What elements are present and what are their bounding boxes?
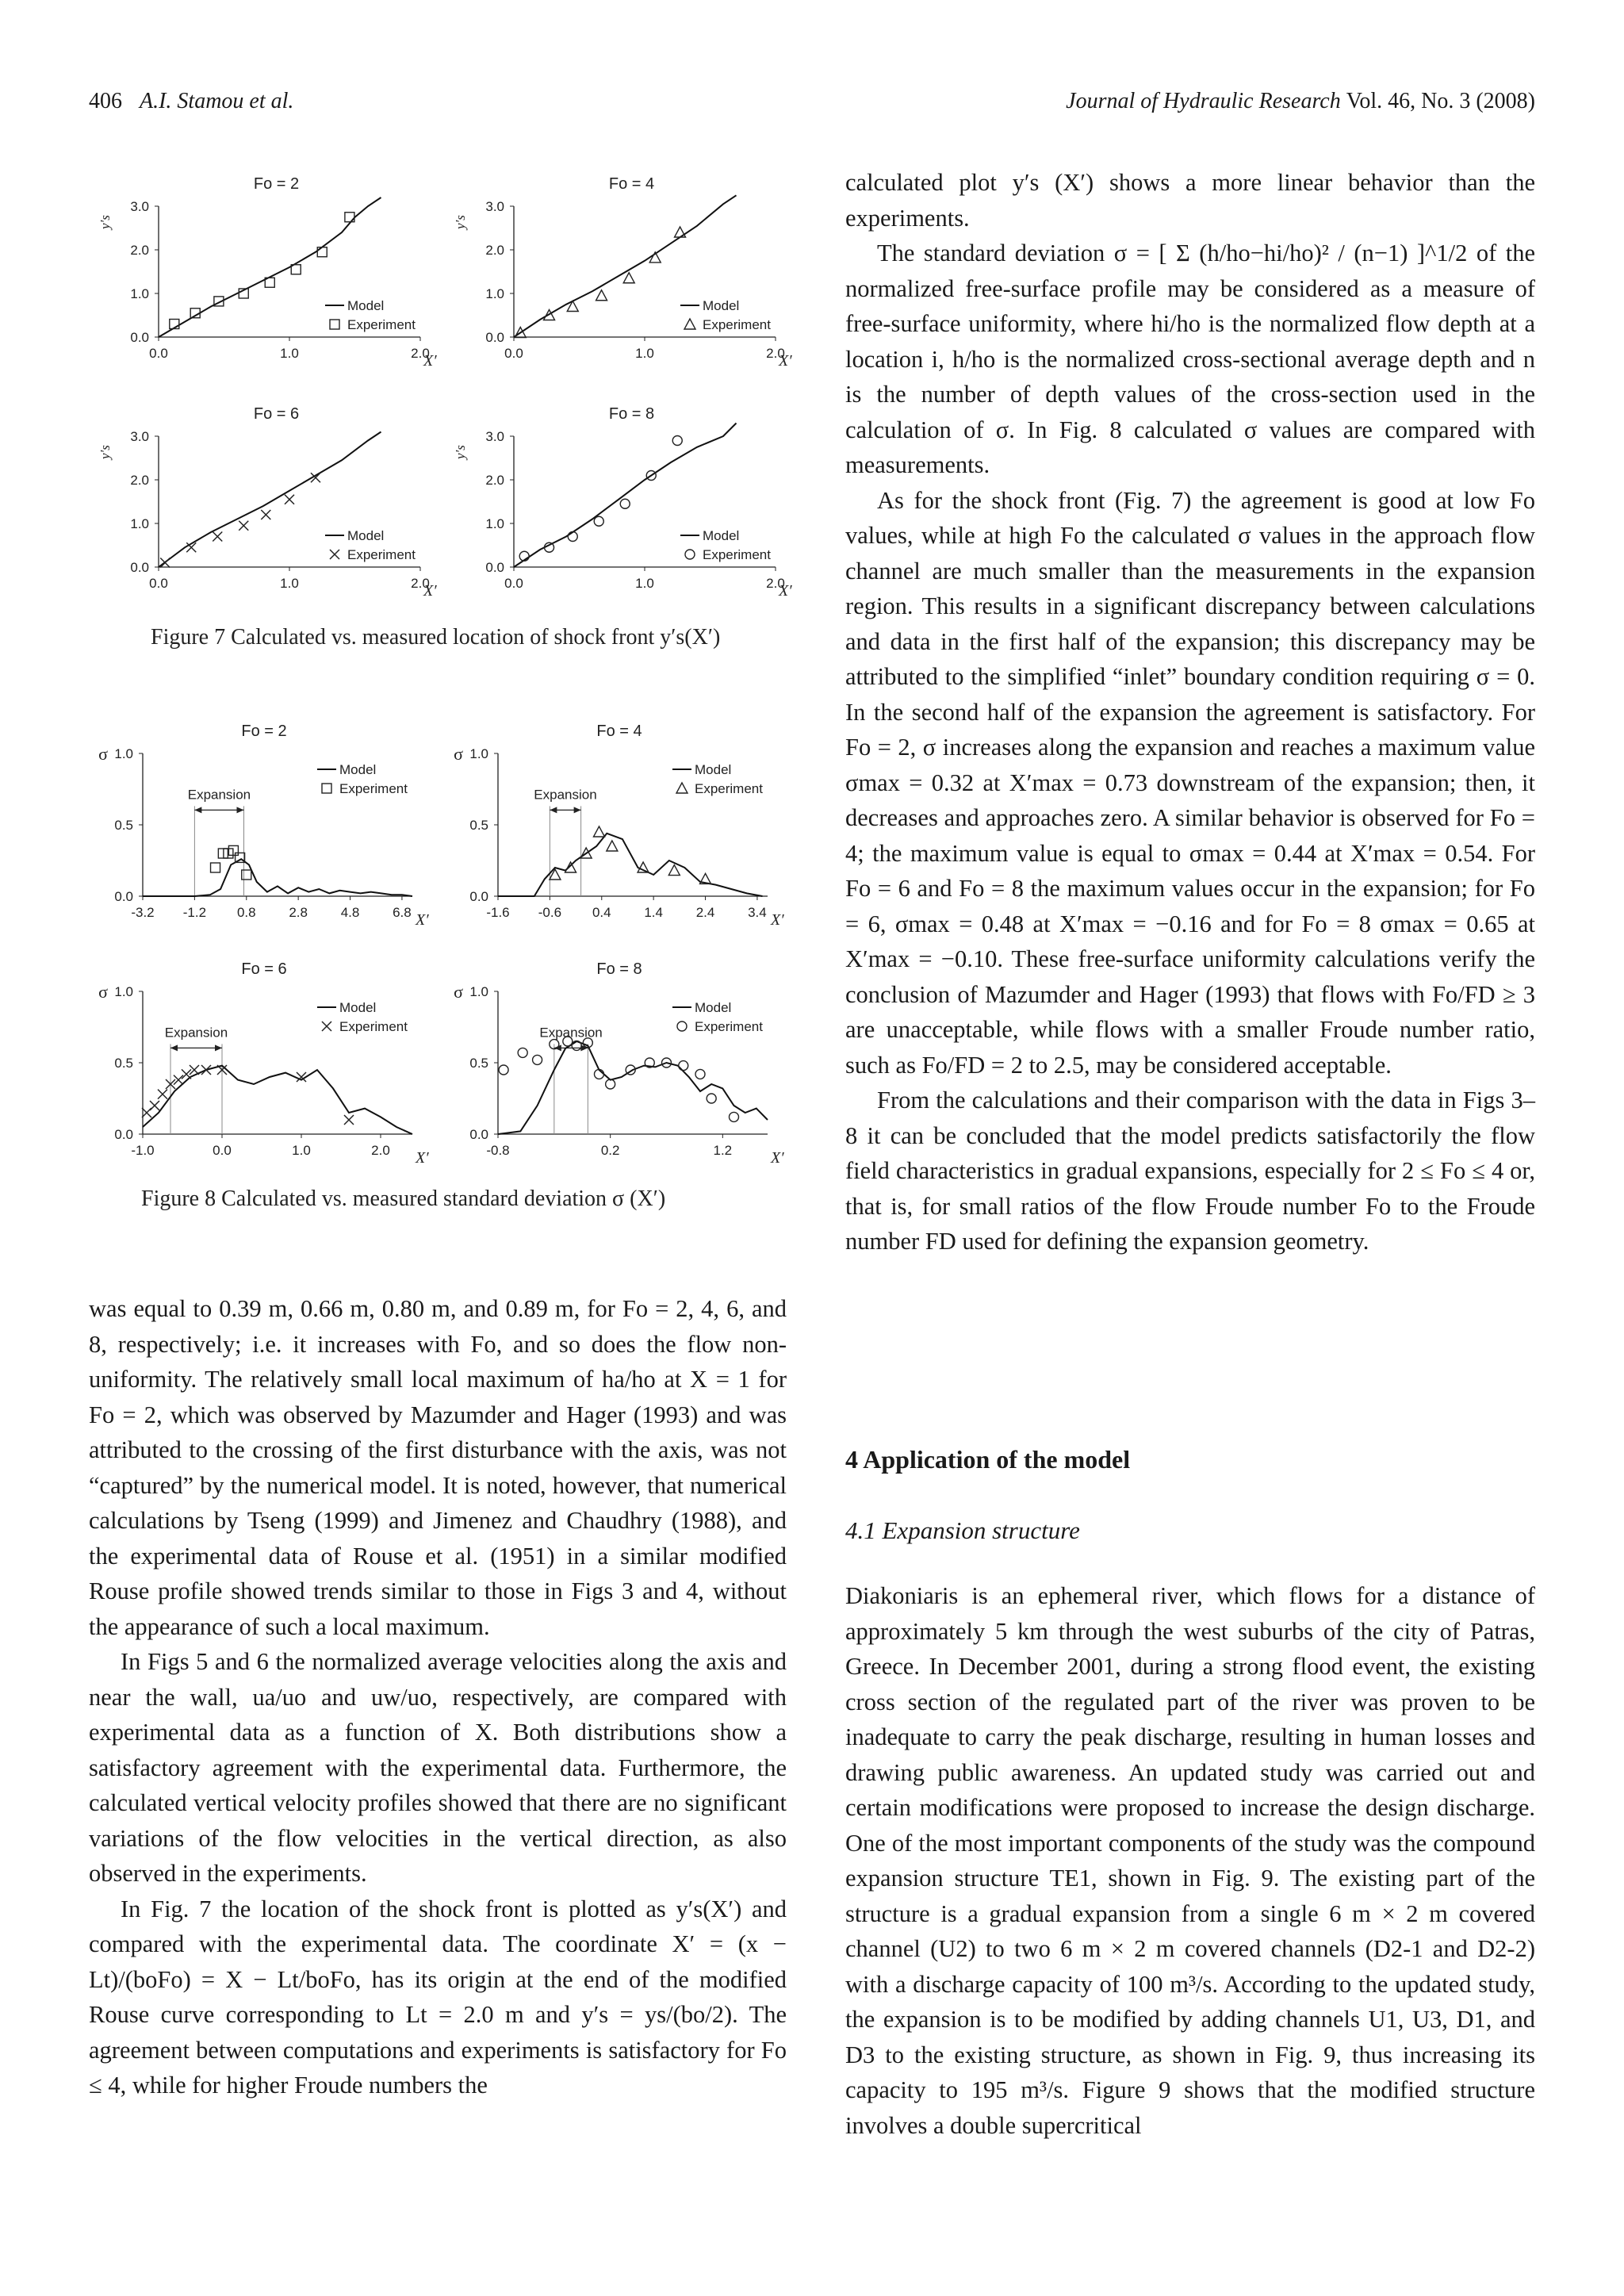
y-tick-label: 3.0 [485,429,504,444]
expansion-arrowhead-right [574,807,581,813]
right-paragraph-1: calculated plot y′s (X′) shows a more linear behavior than the experiments. [845,169,1535,232]
model-line [498,834,763,896]
y-tick-label: 0.0 [114,889,133,904]
experiment-point [668,865,680,876]
subsection-title: 4.1 Expansion structure [845,1516,1080,1544]
x-tick-label: -0.6 [538,905,562,920]
y-axis-label: σ [98,982,108,1002]
y-axis-label: y′s [453,215,468,229]
legend-experiment-label: Experiment [695,1019,763,1034]
model-line [159,197,381,337]
y-axis-label: σ [454,982,463,1002]
legend-model-label: Model [703,298,740,313]
expansion-label: Expansion [164,1025,228,1041]
right-paragraph-3: As for the shock front (Fig. 7) the agreement is good at low Fo values, while at high Fo the calculated σ values in the approach flow channel are much smaller than the measurements in the expansion region. This results in a significant discrepancy between calculations and data in the first half of the expansion; this discrepancy may be attributed to the simplified “inlet” boundary condition requiring σ = 0. In the second half of the expansion the agreement is satisfactory. For Fo = 2, σ increases along the expansion and reaches a maximum value σmax = 0.32 at X′max = 0.73 downstream of the expansion; then, it decreases and approaches zero. A similar behavior is observed for Fo = 4; the maximum value is equal to σmax = 0.44 at X′max = 0.54. For Fo = 6 and Fo = 8 the maximum values occur in the expansion; for Fo = 6, σmax = 0.48 at X′max = −0.16 and for Fo = 8 σmax = 0.65 at X′max = −0.10. These free-surface uniformity calculations verify the conclusion of Mazumder and Hager (1993) that flows with Fo/FD ≥ 3 are unacceptable, while flows with a smaller Froude number ratio, such as Fo/FD = 2 to 2.5, may be considered acceptable. [845,486,1535,1079]
y-tick-label: 1.0 [114,984,133,999]
x-axis-label: X′ [416,1149,429,1167]
experiment-point [672,436,682,446]
y-axis-label: σ [98,744,108,764]
fig7-panel-2 [453,175,792,370]
x-tick-label: 1.0 [635,576,654,591]
experiment-point [675,227,686,237]
x-tick-label: 0.0 [504,576,523,591]
panel-title: Fo = 6 [241,960,287,978]
x-axis-label: X′ [771,1149,784,1167]
experiment-point [679,1061,688,1071]
legend-experiment-label: Experiment [339,1019,408,1034]
experiment-point [594,516,603,526]
legend-model-label: Model [347,298,385,313]
experiment-point [285,495,294,504]
legend-experiment-swatch [330,320,339,329]
fig7-panel-1 [98,175,437,370]
panel-title: Fo = 4 [608,175,655,193]
x-tick-label: 2.0 [766,576,785,591]
panel-title: Fo = 2 [241,723,287,740]
figures-7-8 [79,151,793,1245]
experiment-point [160,558,170,568]
panel-title: Fo = 8 [608,405,655,423]
model-line [143,859,412,896]
experiment-point [242,870,251,880]
legend-experiment-swatch [677,1022,687,1031]
experiment-point [596,290,607,301]
x-axis-label: X′ [771,911,784,929]
fig7-panel-3 [98,405,437,600]
y-tick-label: 1.0 [130,286,149,301]
y-tick-label: 0.5 [469,1056,488,1071]
experiment-point [568,532,577,542]
legend-experiment-swatch [676,783,688,793]
y-tick-label: 0.5 [469,818,488,833]
figures-svg [79,151,793,1245]
y-tick-label: 1.0 [485,286,504,301]
left-paragraph-2: In Figs 5 and 6 the normalized average velocities along the axis and near the wall, ua/uo and uw/uo, respectively, are compared with experimental data as a function of X. Both distributions show a satisfactory agreement with the experimental data. Furthermore, the calculated vertical velocity profiles showed that there are no significant variations of the flow velocities in the vertical direction, as also observed in the experiments. [89,1648,787,1887]
x-tick-label: 0.4 [592,905,611,920]
experiment-point [565,862,576,872]
right-column [845,165,1535,1259]
y-axis-label: y′s [98,215,113,229]
x-tick-label: 0.0 [149,346,168,361]
x-tick-label: 1.0 [280,346,299,361]
y-axis-label: σ [454,744,463,764]
experiment-point [730,1112,739,1121]
y-tick-label: 0.5 [114,1056,133,1071]
panel-title: Fo = 2 [253,175,300,193]
y-axis-label: y′s [98,445,113,459]
journal-volume: Vol. 46, No. 3 (2008) [1346,89,1535,113]
x-tick-label: 1.0 [280,576,299,591]
legend-model-label: Model [339,1000,377,1015]
x-tick-label: 0.0 [149,576,168,591]
experiment-point [261,510,270,519]
legend-model-label: Model [695,1000,732,1015]
x-axis-label: X′ [423,582,437,600]
panel-title: Fo = 6 [253,405,300,423]
y-tick-label: 1.0 [469,746,488,761]
y-tick-label: 0.0 [469,1127,488,1142]
expansion-arrowhead-right [237,807,244,813]
x-tick-label: 4.8 [340,905,360,920]
experiment-point [158,1090,167,1099]
y-tick-label: 2.0 [485,473,504,488]
experiment-point [533,1055,542,1064]
left-paragraph-3: In Fig. 7 the location of the shock front is plotted as y′s(X′) and compared with the experimental data. The coordinate X′ = (x − Lt)/(boFo) = X − Lt/boFo, has its origin at the end of the modified Rouse curve corresponding to Lt = 2.0 m and y′s = ys/(bo/2). The agreement between computations and experiments is satisfactory for Fo ≤ 4, while for higher Froude numbers the [89,1895,787,2099]
expansion-arrowhead-right [215,1045,222,1051]
right-paragraph-4: From the calculations and their comparison with the data in Figs 3–8 it can be concluded that the model predicts satisfactorily the flow field characteristics in gradual expansions, especially for 2 ≤ Fo ≤ 4 or, that is, for small ratios of the flow Froude number Fo to the Froude number FD used for defining the expansion geometry. [845,1087,1535,1255]
experiment-point [518,1048,527,1057]
expansion-arrowhead-left [170,1045,178,1051]
expansion-arrowhead-left [550,807,557,813]
figure7-caption: Figure 7 Calculated vs. measured location of shock front y′s(X′) [151,625,721,650]
x-tick-label: -1.0 [131,1143,155,1158]
x-axis-label: X′ [423,352,437,370]
right-paragraph-2: The standard deviation σ = [ Σ (h/ho−hi/ho)² / (n−1) ]^1/2 of the normalized free-surface profile may be considered as a measure of free-surface uniformity, where hi/ho is the normalized flow depth at a location i, h/ho is the normalized cross-sectional average depth and n is the number of depth values of the cross-section used in the calculation of σ. In Fig. 8 calculated σ values are compared with measurements. [845,240,1535,478]
y-tick-label: 0.0 [485,560,504,575]
legend-model-label: Model [695,762,732,777]
legend-model-label: Model [347,528,385,543]
y-tick-label: 1.0 [130,516,149,531]
legend-model-label: Model [339,762,377,777]
expansion-label: Expansion [534,787,597,803]
fig8-panel-1 [98,723,429,929]
experiment-point [620,499,630,508]
experiment-point [695,1069,705,1079]
legend-experiment-swatch [330,550,339,559]
y-tick-label: 2.0 [130,473,149,488]
fig7-panel-4 [453,405,792,600]
experiment-point [150,1101,159,1110]
x-tick-label: 1.0 [635,346,654,361]
x-tick-label: 0.2 [600,1143,620,1158]
y-tick-label: 1.0 [485,516,504,531]
experiment-point [594,826,605,837]
legend-experiment-label: Experiment [347,547,416,562]
experiment-point [499,1065,508,1075]
experiment-point [623,273,634,283]
y-tick-label: 3.0 [485,199,504,214]
panel-title: Fo = 4 [596,723,642,740]
right-column-2 [845,1578,1535,2143]
page-header-left [89,89,293,114]
x-axis-label: X′ [416,911,429,929]
x-tick-label: 0.8 [236,905,256,920]
left-paragraph-1: was equal to 0.39 m, 0.66 m, 0.80 m, and 0.89 m, for Fo = 2, 4, 6, and 8, respectively; i.e. it increases with Fo, and so does the flow non-uniformity. The relatively small local maximum of ha/ho at X = 1 for Fo = 2, which was observed by Mazumder and Hager (1993) and was attributed to the crossing of the first disturbance with the axis, was not “captured” by the numerical model. It is noted, however, that numerical calculations by Tseng (1999) and Jimenez and Chaudhry (1988), and the experimental data of Rouse et al. (1951) in a similar modified Rouse profile showed trends similar to those in Figs 3 and 4, without the appearance of such a local maximum. [89,1295,787,1640]
x-tick-label: 0.0 [213,1143,232,1158]
y-tick-label: 0.0 [469,889,488,904]
x-tick-label: 3.4 [748,905,767,920]
legend-model-label: Model [703,528,740,543]
y-tick-label: 2.0 [485,243,504,258]
x-tick-label: 2.8 [289,905,308,920]
left-column [89,1291,787,2103]
y-tick-label: 1.0 [469,984,488,999]
expansion-label: Expansion [539,1025,603,1041]
x-axis-label: X′ [779,352,792,370]
experiment-point [606,1079,615,1089]
legend-experiment-label: Experiment [695,781,763,796]
legend-experiment-label: Experiment [703,317,771,332]
panel-title: Fo = 8 [596,960,642,978]
page-header-right [1066,89,1535,114]
legend-experiment-label: Experiment [347,317,416,332]
right-paragraph-5: Diakoniaris is an ephemeral river, which flows for a distance of approximately 5 km through the west suburbs of the city of Patras, Greece. In December 2001, during a strong flood event, the existing cross section of the regulated part of the river was proven to be inadequate to carry the peak discharge, resulting in human losses and drawing public awareness. An updated study was carried out and certain modifications were proposed to increase the design discharge. One of the most important components of the study was the compound expansion structure TE1, shown in Fig. 9. The existing part of the structure is a gradual expansion from a single 6 m × 2 m covered channel (U2) to two 6 m × 2 m covered channels (D2-1 and D2-2) with a discharge capacity of 100 m³/s. According to the updated study, the expansion is to be modified by adding channels U1, U3, D1, and D3 to the existing structure, as shown in Fig. 9, thus increasing its capacity to 195 m³/s. Figure 9 shows that the modified structure involves a double supercritical [845,1582,1535,2139]
x-tick-label: 1.4 [644,905,663,920]
y-axis-label: y′s [453,445,468,459]
y-tick-label: 0.0 [114,1127,133,1142]
x-tick-label: 6.8 [393,905,412,920]
legend-experiment-swatch [684,319,695,329]
experiment-point [239,521,248,531]
page-number: 406 [89,89,122,113]
expansion-label: Expansion [187,787,251,803]
experiment-point [707,1094,716,1103]
y-tick-label: 3.0 [130,429,149,444]
y-tick-label: 0.0 [485,330,504,345]
x-tick-label: 2.0 [766,346,785,361]
legend-experiment-label: Experiment [339,781,408,796]
x-tick-label: 1.2 [713,1143,733,1158]
authors: A.I. Stamou et al. [140,89,294,113]
journal-name: Journal of Hydraulic Research [1066,89,1341,113]
fig8-panel-2 [454,723,784,929]
legend-experiment-label: Experiment [703,547,771,562]
x-tick-label: 2.4 [695,905,715,920]
y-tick-label: 0.0 [130,560,149,575]
experiment-point [211,863,220,872]
x-tick-label: -3.2 [131,905,155,920]
x-tick-label: 0.0 [504,346,523,361]
y-tick-label: 2.0 [130,243,149,258]
expansion-arrowhead-left [194,807,201,813]
experiment-point [344,1115,354,1125]
fig8-panel-4 [454,960,784,1167]
section-title: 4 Application of the model [845,1445,1131,1474]
legend-experiment-swatch [322,784,331,793]
x-tick-label: 2.0 [411,576,430,591]
x-axis-label: X′ [779,582,792,600]
legend-experiment-swatch [322,1022,331,1031]
legend-experiment-swatch [685,550,695,559]
model-line [514,424,740,568]
y-tick-label: 0.0 [130,330,149,345]
x-tick-label: 2.0 [411,346,430,361]
x-tick-label: 1.0 [292,1143,311,1158]
x-tick-label: -1.2 [182,905,207,920]
experiment-point [201,1065,211,1075]
model-line [514,195,740,337]
fig8-panel-3 [98,960,429,1167]
experiment-point [213,532,222,542]
figure8-caption: Figure 8 Calculated vs. measured standard deviation σ (X′) [141,1186,666,1211]
x-tick-label: -0.8 [486,1143,510,1158]
y-tick-label: 3.0 [130,199,149,214]
y-tick-label: 0.5 [114,818,133,833]
x-tick-label: 2.0 [371,1143,390,1158]
x-tick-label: -1.6 [486,905,510,920]
experiment-point [607,841,618,851]
y-tick-label: 1.0 [114,746,133,761]
